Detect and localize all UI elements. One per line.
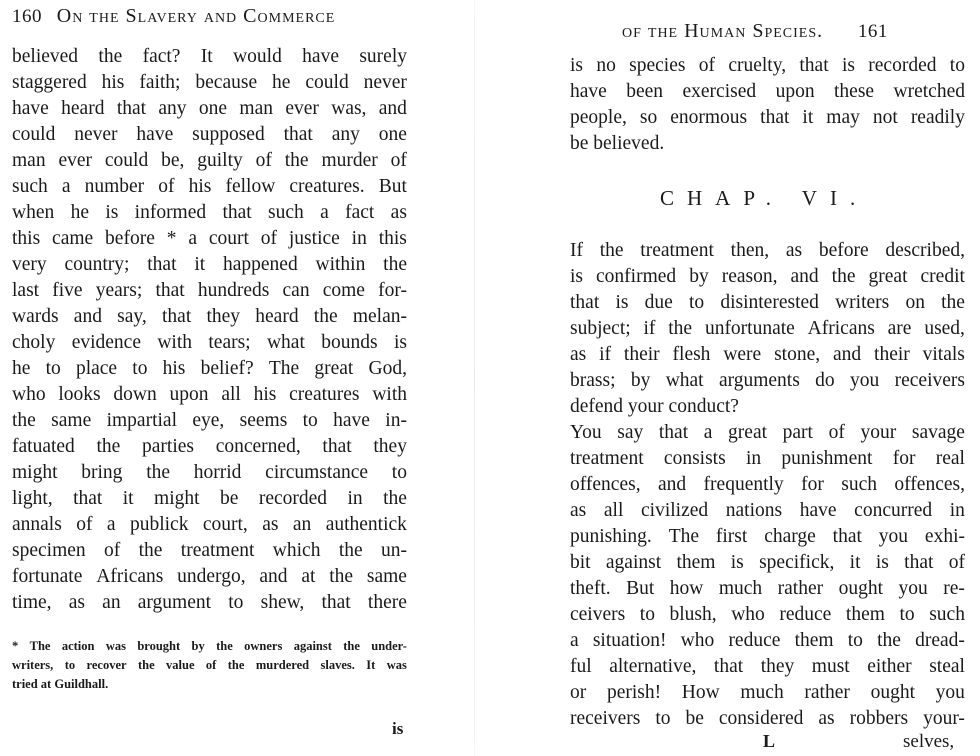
text-line: receivers to be considered as robbers your- xyxy=(570,708,965,729)
text-line: staggered his faith; because he could never xyxy=(12,72,407,93)
left-page-number: 160 xyxy=(12,6,42,27)
text-line: have heard that any one man ever was, and xyxy=(12,98,407,119)
text-line: as if their flesh were stone, and their vitals xyxy=(570,344,965,365)
text-line: believed the fact? It would have surely xyxy=(12,46,407,67)
footnote-line: writers, to recover the value of the murdered slaves. It was xyxy=(12,658,407,672)
left-page xyxy=(0,0,480,756)
right-catchword: selves, xyxy=(903,731,955,752)
text-line: that is due to disinterested writers on the xyxy=(570,292,965,313)
text-line: You say that a great part of your savage xyxy=(570,422,965,443)
text-line: when he is informed that such a fact as xyxy=(12,202,407,223)
text-line: be believed. xyxy=(570,133,665,154)
left-running-title: On the Slavery and Commerce xyxy=(56,5,336,27)
text-line: bit against them is specifick, it is that of xyxy=(570,552,965,573)
text-line: theft. But how much rather ought you re- xyxy=(570,578,965,599)
text-line: have been exercised upon these wretched xyxy=(570,81,965,102)
chapter-heading: CHAP. VI. xyxy=(660,186,869,210)
text-line: man ever could be, guilty of the murder of xyxy=(12,150,407,171)
text-line: annals of a publick court, as an authentick xyxy=(12,514,407,535)
text-line: could never have supposed that any one xyxy=(12,124,407,145)
right-running-head xyxy=(622,20,888,43)
text-line: specimen of the treatment which the un- xyxy=(12,540,407,561)
text-line: fatuated the parties concerned, that they xyxy=(12,436,407,457)
footnote-line: * The action was brought by the owners against the under- xyxy=(12,639,407,653)
text-line: is confirmed by reason, and the great credit xyxy=(570,266,965,287)
text-line: subject; if the unfortunate Africans are used, xyxy=(570,318,965,339)
footnote-line: tried at Guildhall. xyxy=(12,677,109,691)
text-line: as all civilized nations have concurred in xyxy=(570,500,965,521)
left-running-head xyxy=(12,5,335,28)
text-line: time, as an argument to shew, that there xyxy=(12,592,407,613)
text-line: a situation! who reduce them to the dread- xyxy=(570,630,965,651)
text-line: this came before * a court of justice in this xyxy=(12,228,407,249)
text-line: last five years; that hundreds can come for- xyxy=(12,280,407,301)
text-line: ful alternative, that they must either steal xyxy=(570,656,965,677)
text-line: light, that it might be recorded in the xyxy=(12,488,407,509)
text-line: who looks down upon all his creatures with xyxy=(12,384,407,405)
text-line: If the treatment then, as before described, xyxy=(570,240,965,261)
text-line: treatment consists in punishment for real xyxy=(570,448,965,469)
text-line: very country; that it happened within the xyxy=(12,254,407,275)
text-line: such a number of his fellow creatures. But xyxy=(12,176,407,197)
right-running-title: of the Human Species. xyxy=(622,20,824,42)
text-line: ceivers to blush, who reduce them to such xyxy=(570,604,965,625)
text-line: fortunate Africans undergo, and at the same xyxy=(12,566,407,587)
text-line: or perish! How much rather ought you xyxy=(570,682,965,703)
left-catchword: is xyxy=(392,719,404,738)
text-line: the same impartial eye, seems to have in- xyxy=(12,410,407,431)
text-line: is no species of cruelty, that is recorded to xyxy=(570,55,965,76)
text-line: punishing. The first charge that you exhi- xyxy=(570,526,965,547)
text-line: choly evidence with tears; what bounds is xyxy=(12,332,407,353)
text-line: might bring the horrid circumstance to xyxy=(12,462,407,483)
right-page xyxy=(480,0,980,756)
text-line: defend your conduct? xyxy=(570,396,739,417)
text-line: people, so enormous that it may not readily xyxy=(570,107,965,128)
text-line: he to place to his belief? The great God, xyxy=(12,358,407,379)
text-line: offences, and frequently for such offences, xyxy=(570,474,965,495)
right-page-number: 161 xyxy=(857,21,888,42)
signature-mark: L xyxy=(763,731,776,751)
text-line: wards and say, that they heard the melan- xyxy=(12,306,407,327)
text-line: brass; by what arguments do you receivers xyxy=(570,370,965,391)
